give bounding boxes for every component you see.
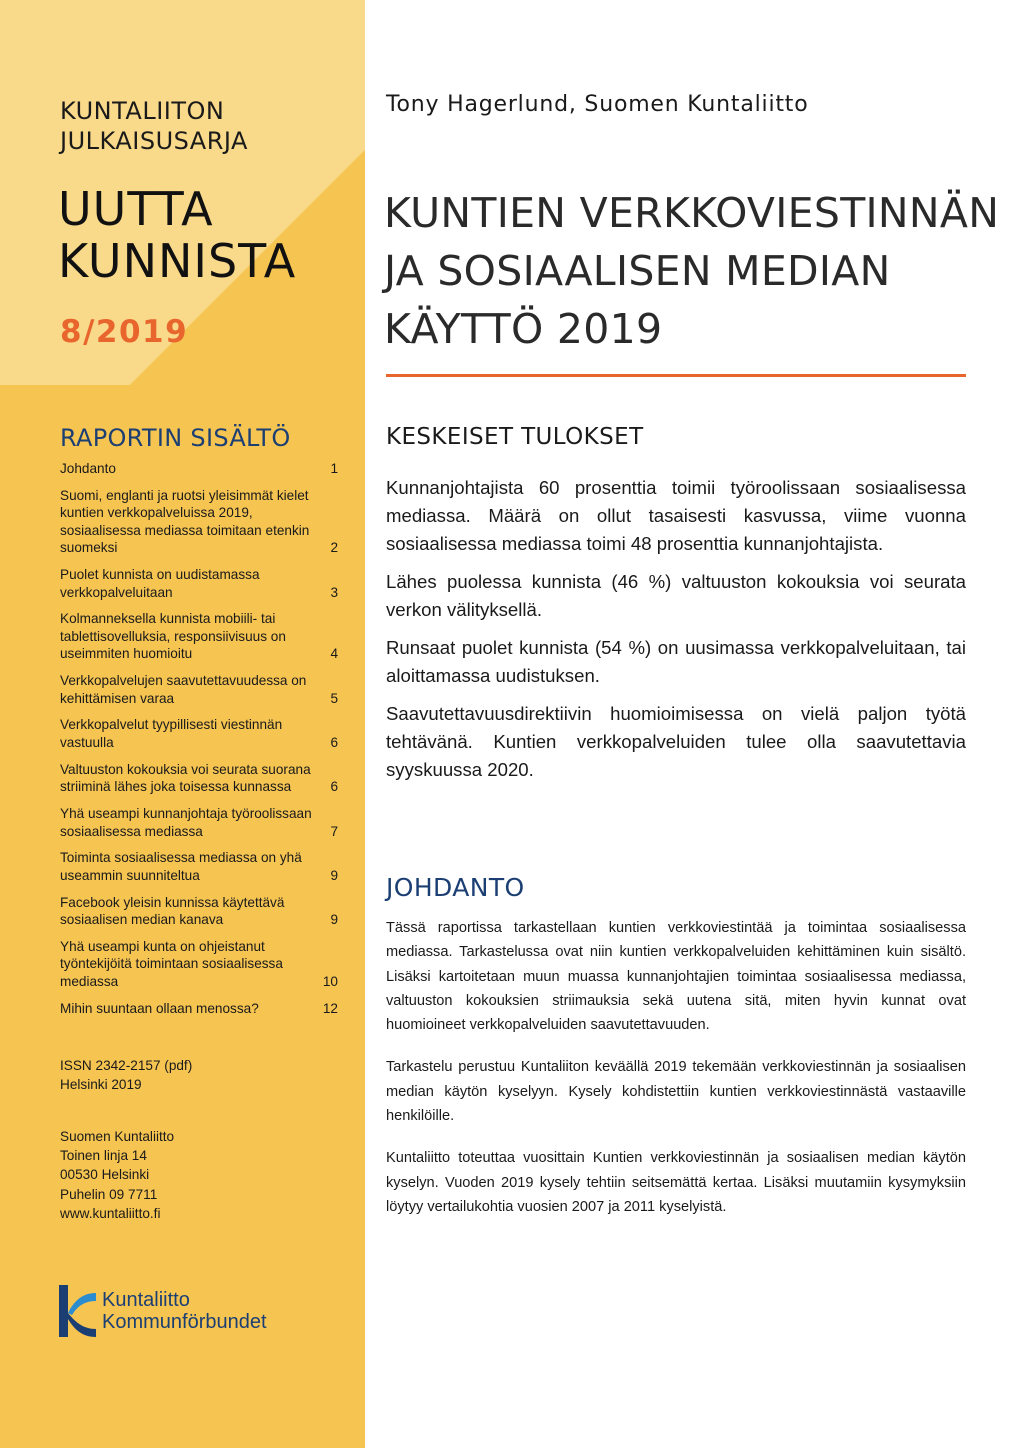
toc-item[interactable]	[60, 761, 338, 796]
intro-text	[386, 916, 966, 1237]
toc-item-page: 6	[330, 734, 338, 750]
key-result-paragraph: Saavutettavuusdirektiivin huomioimisessa on vielä paljon työtä tehtävänä. Kuntien verkkopalveluiden tulee olla saavutettavia syyskuussa 2020.	[386, 703, 966, 780]
toc-item-page: 2	[330, 540, 338, 556]
toc-item-page: 9	[330, 912, 338, 928]
toc-item-title: Johdanto	[60, 461, 116, 476]
table-of-contents	[60, 460, 338, 1027]
address-line: Toinen linja 14	[60, 1148, 147, 1164]
intro-paragraph: Tarkastelu perustuu Kuntaliiton keväällä 2019 tekemään verkkoviestinnän ja sosiaalisen median käytön kyselyyn. Kysely kohdistettiin kuntien verkkoviestinnästä vastaaville henkilöille.	[386, 1059, 966, 1125]
logo-text	[102, 1289, 267, 1333]
intro-paragraph: Tässä raportissa tarkastellaan kuntien verkkoviestintää ja toimintaa sosiaalisessa mediassa. Tarkastelussa ovat niin kuntien verkkopalveluiden kehittäminen kuin sisältö. Lisäksi kartoitetaan muun muassa kunnanjohtajien toimintaa sosiaalisessa mediassa, valtuuston kokouksien striimauksia sekä uutena sitä, miten hyvin kunnat ovat huomioineet verkkopalveluiden saavutettavuuden.	[386, 920, 966, 1034]
title-divider	[386, 374, 966, 377]
toc-item-title: Verkkopalvelut tyypillisesti viestinnän vastuulla	[60, 717, 283, 750]
key-results	[386, 474, 966, 794]
toc-item[interactable]	[60, 849, 338, 884]
series-name	[60, 96, 248, 156]
toc-item-page: 12	[322, 1000, 338, 1016]
toc-item[interactable]	[60, 610, 338, 663]
title-line: KUNTIEN VERKKOVIESTINNÄN	[384, 189, 1000, 237]
toc-item-page: 10	[322, 973, 338, 989]
key-result-paragraph: Kunnanjohtajista 60 prosenttia toimii työroolissaan sosiaalisessa mediassa. Määrä on ollut tasaisesti kasvussa, viime vuonna sosiaalisessa mediassa toimi 48 prosenttia kunnanjohtajista.	[386, 477, 966, 554]
toc-item-title: Puolet kunnista on uudistamassa verkkopalveluitaan	[60, 567, 260, 600]
toc-item[interactable]	[60, 566, 338, 601]
toc-item-page: 1	[330, 461, 338, 476]
toc-title: RAPORTIN SISÄLTÖ	[60, 424, 291, 452]
toc-item-title: Toiminta sosiaalisessa mediassa on yhä useammin suunniteltua	[60, 850, 302, 883]
toc-item-page: 4	[330, 646, 338, 662]
title-line: KÄYTTÖ 2019	[384, 305, 663, 353]
address-line: 00530 Helsinki	[60, 1167, 150, 1183]
address-block	[60, 1127, 174, 1223]
toc-item-page: 5	[330, 690, 338, 706]
sidebar	[0, 0, 365, 1448]
kuntaliitto-logo	[56, 1283, 316, 1343]
publication-line: KUNNISTA	[58, 234, 297, 288]
kuntaliitto-logo-mark-icon	[56, 1283, 100, 1339]
series-line: KUNTALIITON	[60, 97, 225, 125]
page-title	[384, 184, 1000, 358]
issn-block	[60, 1056, 192, 1094]
key-result-paragraph: Runsaat puolet kunnista (54 %) on uusimassa verkkopalveluitaan, tai aloittamassa uudistuksen.	[386, 637, 966, 686]
key-result-paragraph: Lähes puolessa kunnista (46 %) valtuuston kokouksia voi seurata verkon välityksellä.	[386, 571, 966, 620]
publication-name	[58, 183, 296, 287]
intro-heading: JOHDANTO	[386, 873, 525, 902]
author: Tony Hagerlund, Suomen Kuntaliitto	[386, 92, 809, 117]
toc-item[interactable]	[60, 894, 338, 929]
logo-line: Kommunförbundet	[102, 1311, 267, 1333]
title-line: JA SOSIAALISEN MEDIAN	[384, 247, 891, 295]
toc-item[interactable]	[60, 938, 338, 991]
toc-item[interactable]	[60, 1000, 338, 1018]
toc-item-title: Yhä useampi kunta on ohjeistanut työntekijöitä toimintaan sosiaalisessa mediassa	[60, 938, 283, 989]
toc-item-title: Suomi, englanti ja ruotsi yleisimmät kielet kuntien verkkopalveluissa 2019, sosiaalisessa mediassa toimitaan etenkin suomeksi	[60, 487, 310, 556]
toc-item[interactable]	[60, 487, 338, 557]
toc-item-title: Facebook yleisin kunnissa käytettävä sosiaalisen median kanava	[60, 894, 285, 928]
address-line: Puhelin 09 7711	[60, 1186, 158, 1202]
toc-item[interactable]	[60, 716, 338, 751]
publication-line: UUTTA	[58, 182, 214, 236]
issn-line: Helsinki 2019	[60, 1077, 142, 1092]
toc-item-title: Verkkopalvelujen saavutettavuudessa on kehittämisen varaa	[60, 673, 307, 706]
toc-item[interactable]	[60, 805, 338, 840]
toc-item-page: 9	[330, 867, 338, 883]
logo-line: Kuntaliitto	[102, 1289, 190, 1311]
key-results-heading: KESKEISET TULOKSET	[386, 424, 644, 450]
toc-item[interactable]	[60, 672, 338, 707]
website-link[interactable]: www.kuntaliitto.fi	[60, 1205, 161, 1221]
toc-item-page: 3	[330, 584, 338, 600]
toc-item-title: Kolmanneksella kunnista mobiili- tai tablettisovelluksia, responsiivisuus on useimmiten huomioitu	[60, 611, 286, 662]
toc-item-title: Mihin suuntaan ollaan menossa?	[60, 1000, 259, 1016]
issue-number: 8/2019	[60, 314, 189, 350]
series-line: JULKAISUSARJA	[60, 127, 248, 155]
intro-paragraph: Kuntaliitto toteuttaa vuosittain Kuntien verkkoviestinnän ja sosiaalisen median käytön kyselyn. Vuoden 2019 kysely tehtiin seitsemättä kertaa. Lisäksi muutamiin kysymyksiin löytyy vertailukohtia vuosien 2007 ja 2011 kyselyistä.	[386, 1150, 966, 1215]
toc-item-title: Valtuuston kokouksia voi seurata suorana striiminä lähes joka toisessa kunnassa	[60, 761, 311, 795]
toc-item[interactable]	[60, 460, 338, 478]
toc-item-title: Yhä useampi kunnanjohtaja työroolissaan sosiaalisessa mediassa	[60, 806, 312, 839]
address-line: Suomen Kuntaliitto	[60, 1129, 175, 1144]
toc-item-page: 6	[330, 779, 338, 795]
toc-item-page: 7	[330, 823, 338, 839]
issn-line: ISSN 2342-2157 (pdf)	[60, 1058, 193, 1073]
